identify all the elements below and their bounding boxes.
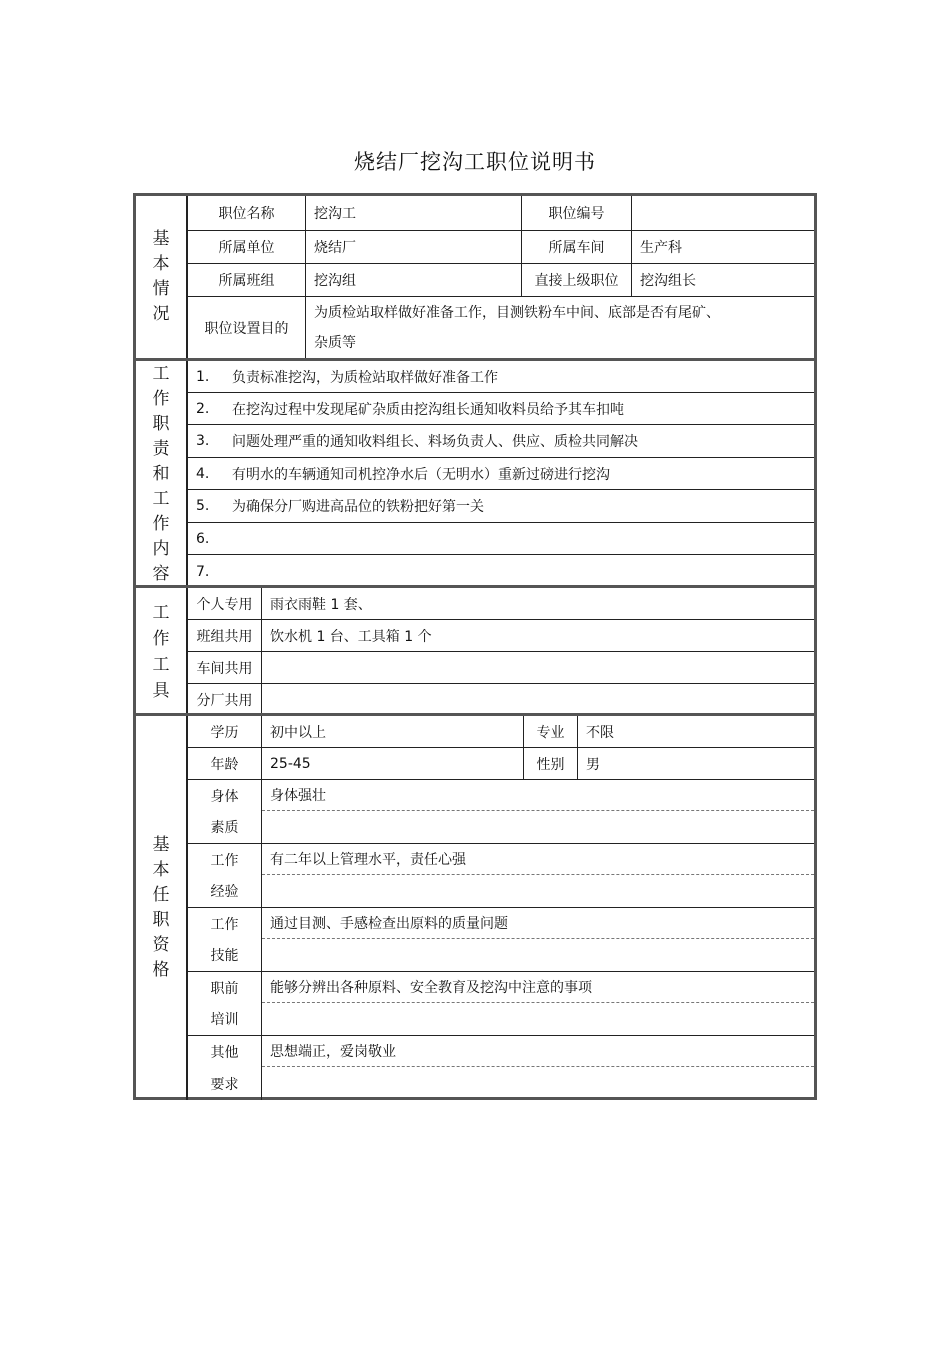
- purpose-row: [188, 297, 814, 358]
- duty-item: [188, 523, 814, 555]
- tool-value: 雨衣雨鞋 1 套、: [270, 596, 372, 613]
- duty-number: 5.: [196, 498, 210, 514]
- qual-item-value: 有二年以上管理水平，责任心强: [262, 844, 814, 875]
- duty-number: 2.: [196, 400, 210, 417]
- field-label: 所属班组: [188, 264, 306, 296]
- duty-number: 7.: [196, 563, 210, 580]
- field-label: 性别: [524, 748, 578, 779]
- qual-row: [188, 748, 814, 780]
- field-value: 挖沟组长: [640, 273, 696, 289]
- qual-item-blank-line: [262, 1068, 814, 1100]
- field-value: 生产科: [640, 240, 682, 256]
- qual-item-value: 通过目测、手感检查出原料的质量问题: [262, 908, 814, 939]
- field-label: 学历: [188, 716, 262, 747]
- qual-row: [188, 716, 814, 748]
- field-value: 25-45: [262, 748, 524, 779]
- field-value: 烧结厂: [306, 231, 522, 263]
- qual-item-value: 身体强壮: [262, 780, 814, 811]
- field-label: 职位名称: [188, 196, 306, 230]
- basic-row: [188, 231, 814, 264]
- field-label: 直接上级职位: [522, 264, 632, 296]
- tool-label: 班组共用: [188, 620, 262, 651]
- section-tools: [136, 585, 814, 716]
- qual-item-blank-line: [262, 812, 814, 844]
- duty-number: 4.: [196, 465, 210, 482]
- duty-text: 在挖沟过程中发现尾矿杂质由挖沟组长通知收料员给予其车扣吨: [232, 401, 624, 418]
- qual-item-blank-line: [262, 1004, 814, 1036]
- field-value: 男: [586, 756, 600, 773]
- tool-value: 饮水机 1 台、工具箱 1 个: [270, 628, 432, 645]
- qual-item-label: 工作 技能: [188, 908, 262, 972]
- tool-value: [262, 652, 814, 683]
- tool-row: [188, 588, 814, 620]
- qual-item-value: 思想端正，爱岗敬业: [262, 1036, 814, 1067]
- duty-text: 为确保分厂购进高品位的铁粉把好第一关: [232, 499, 484, 515]
- qual-item-blank-line: [262, 940, 814, 972]
- qual-item-label: 职前 培训: [188, 972, 262, 1036]
- duty-text: 负责标准挖沟，为质检站取样做好准备工作: [232, 369, 498, 386]
- section-duties: [136, 358, 814, 588]
- purpose-label: 职位设置目的: [188, 297, 306, 358]
- field-label: 专业: [524, 716, 578, 747]
- duty-item: [188, 425, 814, 458]
- field-value: 初中以上: [262, 716, 524, 747]
- duty-item: [188, 393, 814, 425]
- qual-item-value: 能够分辨出各种原料、安全教育及挖沟中注意的事项: [262, 972, 814, 1003]
- duty-text: 有明水的车辆通知司机控净水后（无明水）重新过磅进行挖沟: [232, 466, 610, 483]
- field-label: 年龄: [188, 748, 262, 779]
- qual-item-label: 其他 要求: [188, 1036, 262, 1100]
- tool-label: 个人专用: [188, 588, 262, 619]
- duty-number: 6.: [196, 530, 210, 547]
- duty-item: [188, 458, 814, 490]
- section-label-qualifications: 基 本 任 职 资 格: [136, 716, 188, 1100]
- section-label-tools: 工 作 工 具: [136, 588, 188, 716]
- job-description-table: [133, 193, 817, 1100]
- qual-item-blank-line: [262, 876, 814, 908]
- field-label: 所属单位: [188, 231, 306, 263]
- tool-row: [188, 652, 814, 684]
- document-title: 烧结厂挖沟工职位说明书: [354, 150, 596, 174]
- field-value: [632, 196, 814, 230]
- tool-row: [188, 620, 814, 652]
- tool-value: [262, 684, 814, 716]
- duty-item: [188, 361, 814, 393]
- duty-number: 3.: [196, 433, 210, 449]
- section-qualifications: [136, 713, 814, 1100]
- basic-row: [188, 264, 814, 297]
- duty-item: [188, 555, 814, 588]
- basic-row: [188, 196, 814, 231]
- duty-number: 1.: [196, 368, 210, 385]
- purpose-value: 为质检站取样做好准备工作，目测铁粉车中间、底部是否有尾矿、 杂质等: [314, 304, 720, 351]
- section-basic-info: [136, 196, 814, 358]
- qual-item-label: 工作 经验: [188, 844, 262, 908]
- tool-label: 车间共用: [188, 652, 262, 683]
- field-value: 挖沟组: [306, 264, 522, 296]
- tool-row: [188, 684, 814, 716]
- field-label: 所属车间: [522, 231, 632, 263]
- section-label-basic: 基 本 情 况: [136, 196, 188, 358]
- duty-text: 问题处理严重的通知收料组长、料场负责人、供应、质检共同解决: [232, 434, 638, 450]
- section-label-duties: 工 作 职 责 和 工 作 内 容: [136, 361, 188, 588]
- qual-item-label: 身体 素质: [188, 780, 262, 844]
- field-value: 挖沟工: [306, 196, 522, 230]
- field-label: 职位编号: [522, 196, 632, 230]
- tool-label: 分厂共用: [188, 684, 262, 716]
- field-value: 不限: [586, 724, 614, 741]
- duty-item: [188, 490, 814, 523]
